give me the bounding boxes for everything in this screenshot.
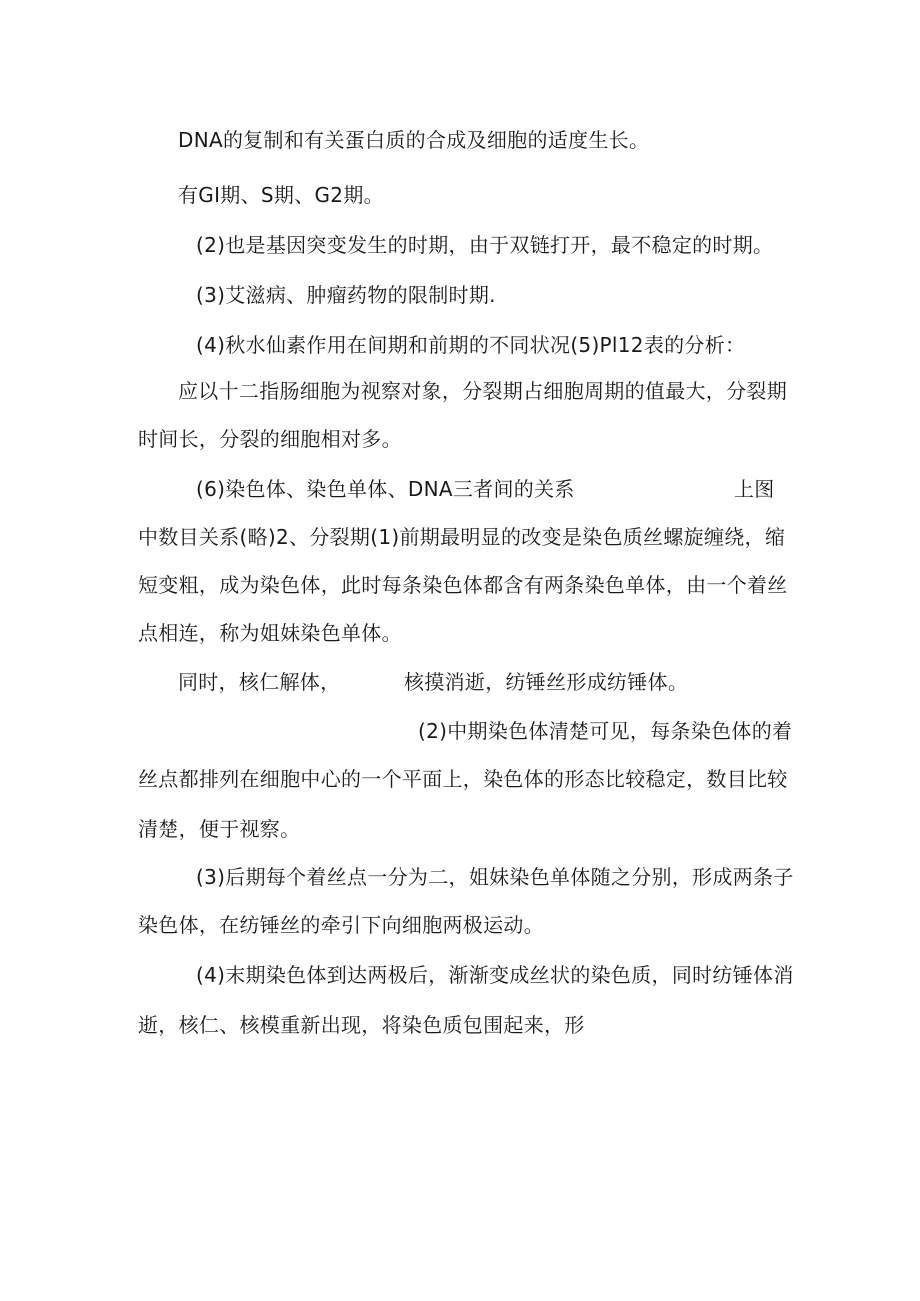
text-line: (3)艾滋病、肿瘤药物的限制时期. <box>196 283 496 307</box>
text-line: 时间长，分裂的细胞相对多。 <box>138 427 402 451</box>
text-line: (6)染色体、染色单体、DNA三者间的关系 <box>196 477 575 501</box>
text-line: 丝点都排列在细胞中心的一个平面上，染色体的形态比较稳定，数目比较 <box>138 767 788 791</box>
text-line: (2)中期染色体清楚可见，每条染色体的着 <box>418 719 793 743</box>
text-line: (3)后期每个着丝点一分为二，姐妹染色单体随之分别，形成两条子 <box>196 865 794 889</box>
text-line: 清楚，便于视察。 <box>138 817 301 841</box>
text-line: 核摸消逝，纺锤丝形成纺锤体。 <box>404 670 689 694</box>
text-line: 短变粗，成为染色体，此时每条染色体都含有两条染色单体，由一个着丝 <box>138 573 788 597</box>
text-line: 应以十二指肠细胞为视察对象，分裂期占细胞周期的值最大，分裂期 <box>178 379 787 403</box>
text-line: 上图 <box>734 477 775 501</box>
text-line: 同时，核仁解体， <box>178 670 341 694</box>
text-line: (4)末期染色体到达两极后，渐渐变成丝状的染色质，同时纺锤体消 <box>196 963 794 987</box>
text-line: DNA的复制和有关蛋白质的合成及细胞的适度生长。 <box>178 128 650 152</box>
text-line: 染色体，在纺锤丝的牵引下向细胞两极运动。 <box>138 913 544 937</box>
text-line: 中数目关系(略)2、分裂期(1)前期最明显的改变是染色质丝螺旋缠绕，缩 <box>138 525 786 549</box>
text-line: 逝，核仁、核模重新出现，将染色质包围起来，形 <box>138 1013 585 1037</box>
text-line: (4)秋水仙素作用在间期和前期的不同状况(5)Pl12表的分析： <box>196 333 746 357</box>
text-line: 点相连，称为姐妹染色单体。 <box>138 621 402 645</box>
text-line: (2)也是基因突变发生的时期，由于双链打开，最不稳定的时期。 <box>196 233 774 257</box>
text-line: 有GI期、S期、G2期。 <box>178 183 384 207</box>
